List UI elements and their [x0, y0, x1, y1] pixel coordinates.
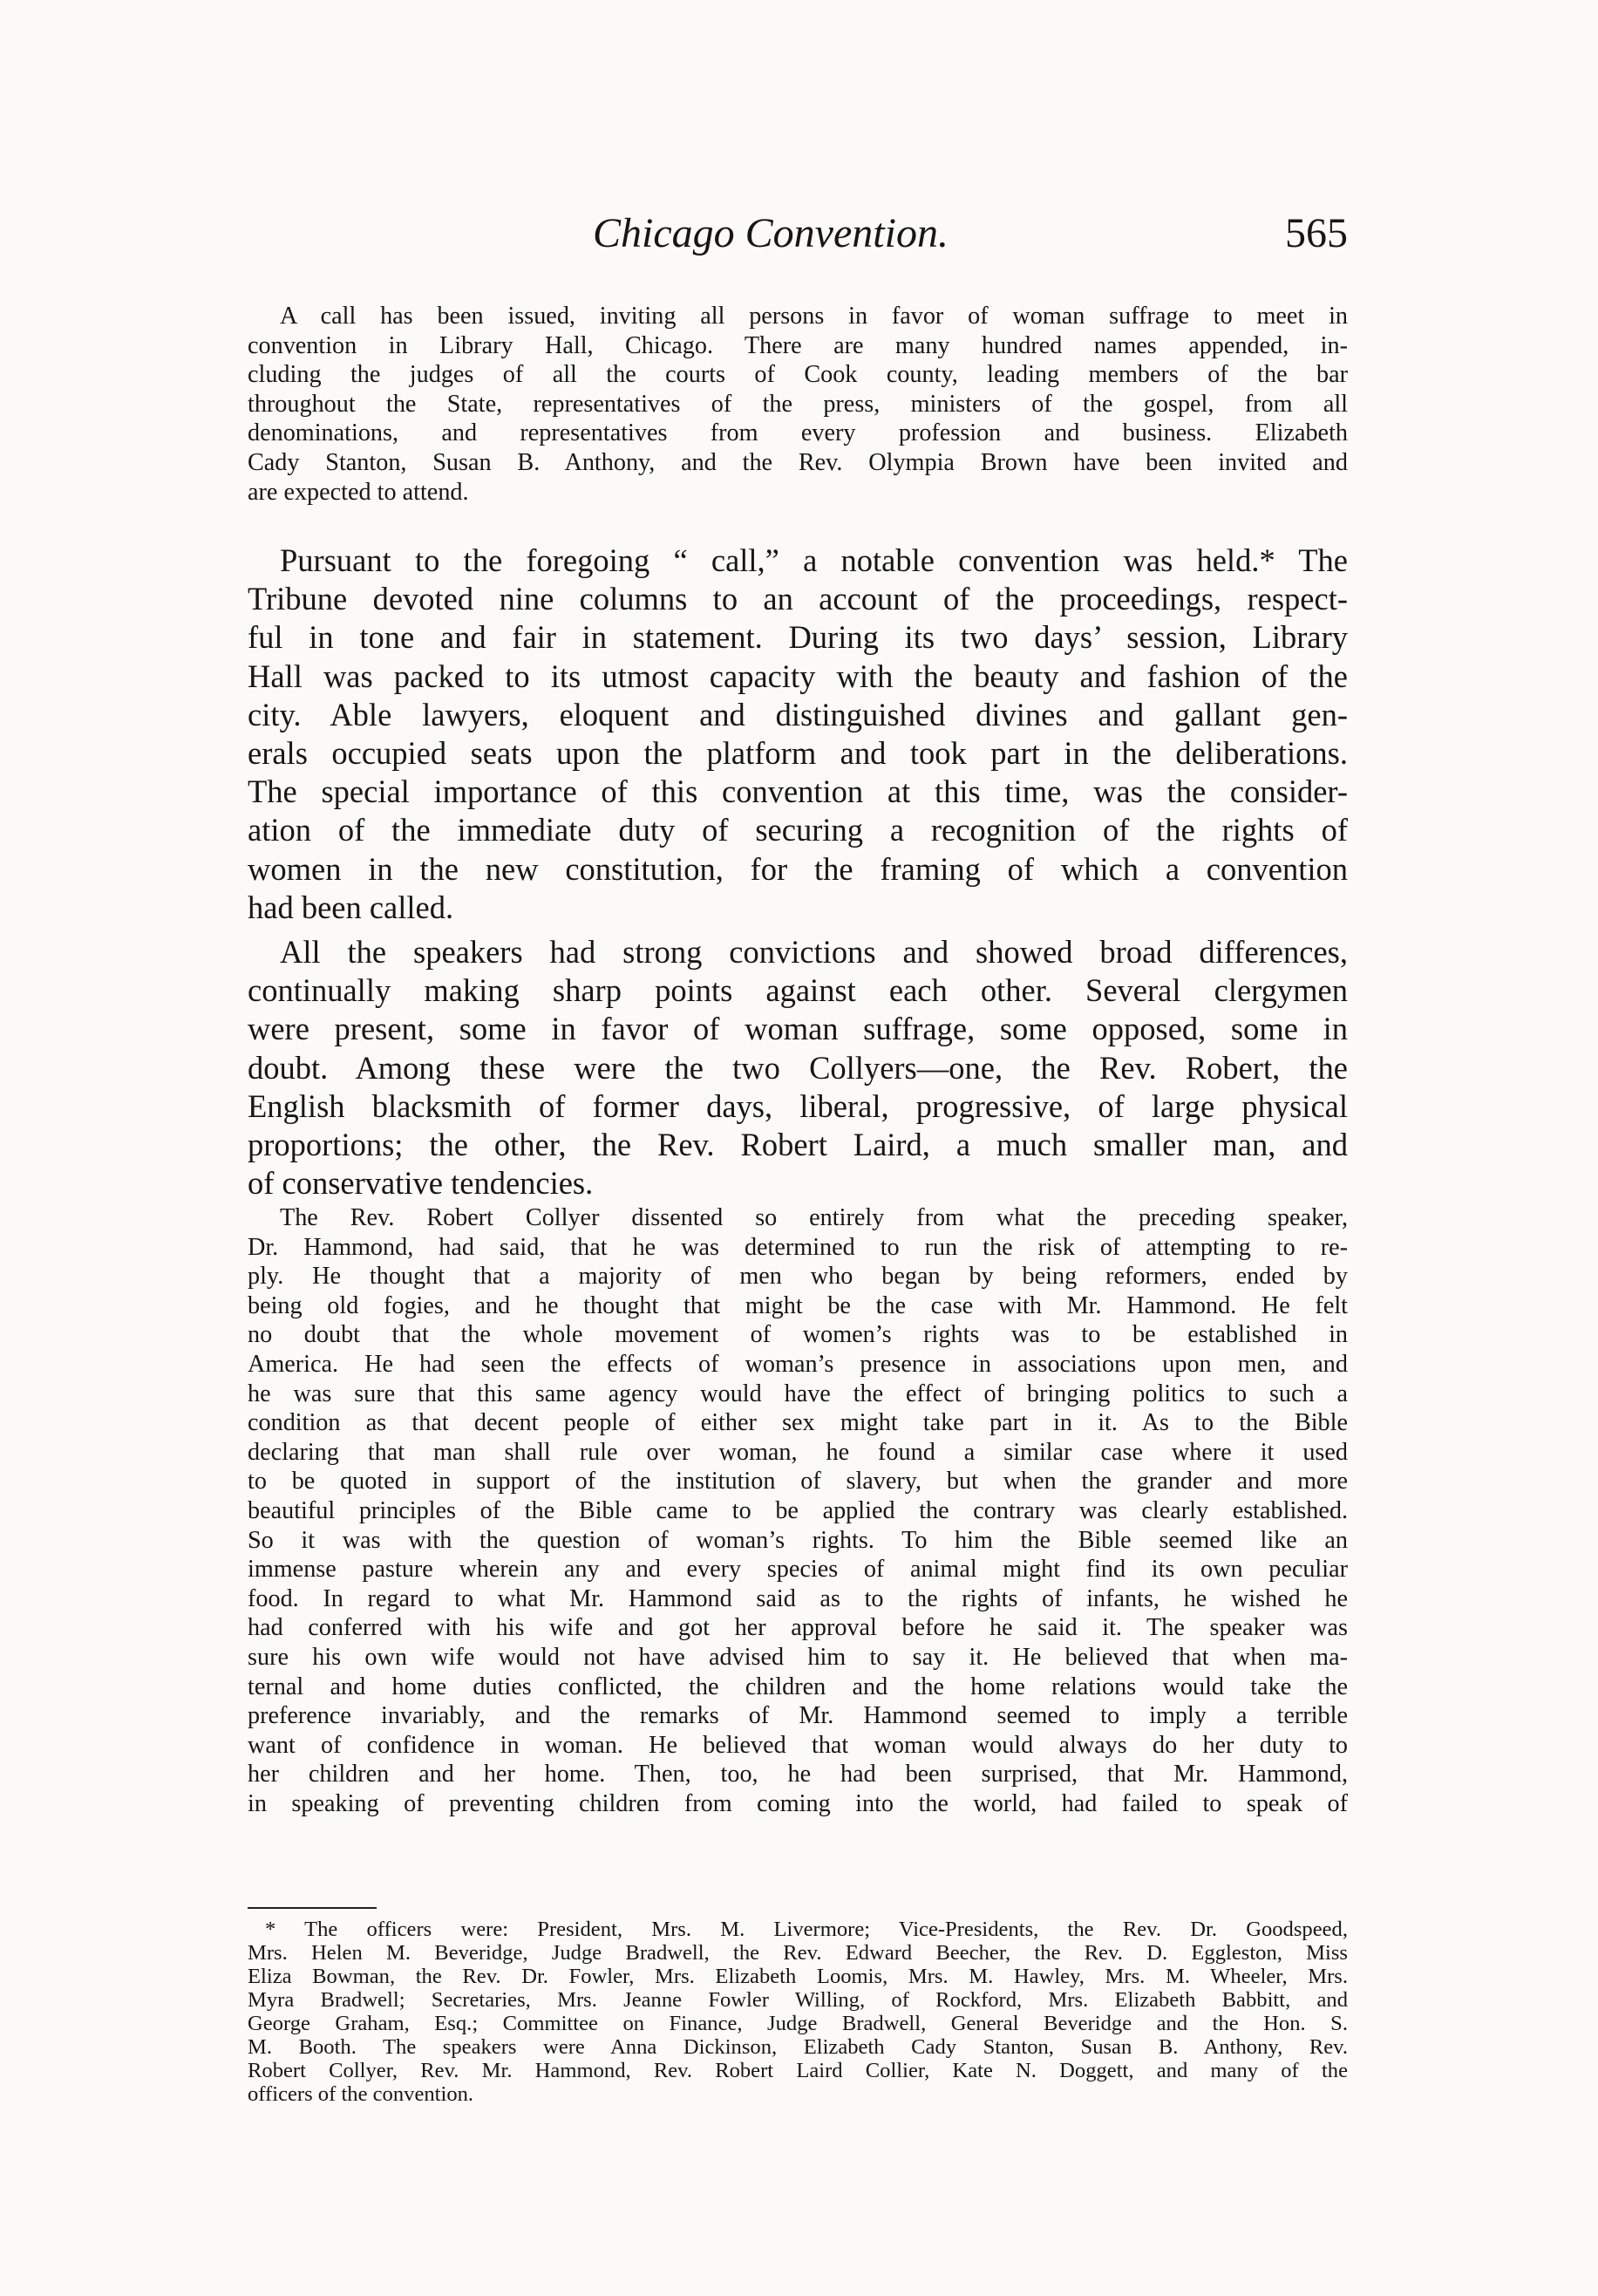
text-line: doubt. Among these were the two Collyers—one, the Rev. Robert, the	[248, 1049, 1348, 1086]
text-line: declaring that man shall rule over woman, he found a similar case where it used	[248, 1438, 1348, 1466]
footnote-line: George Graham, Esq.; Committee on Finance, Judge Bradwell, General Beveridge and the Hon. S.	[248, 2012, 1348, 2035]
footnote	[248, 1918, 1348, 2106]
footnote-line: Robert Collyer, Rev. Mr. Hammond, Rev. Robert Laird Collier, Kate N. Doggett, and many of the	[248, 2059, 1348, 2082]
text-line: being old fogies, and he thought that might be the case with Mr. Hammond. He felt	[248, 1291, 1348, 1319]
text-line: city. Able lawyers, eloquent and distinguished divines and gallant gen-	[248, 696, 1348, 732]
footnote-line: * The officers were: President, Mrs. M. Livermore; Vice-Presidents, the Rev. Dr. Goodspeed,	[265, 1918, 1348, 1941]
text-line: food. In regard to what Mr. Hammond said as to the rights of infants, he wished he	[248, 1584, 1348, 1612]
footnote-line: Myra Bradwell; Secretaries, Mrs. Jeanne Fowler Willing, of Rockford, Mrs. Elizabeth Babbitt, and	[248, 1988, 1348, 2012]
text-line: sure his own wife would not have advised him to say it. He believed that when ma-	[248, 1643, 1348, 1671]
text-line: throughout the State, representatives of the press, ministers of the gospel, from all	[248, 390, 1348, 418]
footnote-line: Mrs. Helen M. Beveridge, Judge Bradwell, the Rev. Edward Beecher, the Rev. D. Eggleston, Miss	[248, 1941, 1348, 1965]
text-line: A call has been issued, inviting all persons in favor of woman suffrage to meet in	[280, 303, 1348, 330]
text-line: erals occupied seats upon the platform and took part in the deliberations.	[248, 735, 1348, 772]
running-title: Chicago Convention.	[593, 210, 949, 256]
footnote-line: officers of the convention.	[248, 2082, 474, 2106]
text-line: want of confidence in woman. He believed that woman would always do her duty to	[248, 1731, 1348, 1759]
text-line: So it was with the question of woman’s rights. To him the Bible seemed like an	[248, 1526, 1348, 1554]
text-line: to be quoted in support of the institution of slavery, but when the grander and more	[248, 1468, 1348, 1495]
text-line: All the speakers had strong convictions and showed broad differences,	[280, 934, 1348, 970]
footnote-divider	[248, 1907, 377, 1909]
text-line: Hall was packed to its utmost capacity with the beauty and fashion of the	[248, 657, 1348, 694]
text-line: Cady Stanton, Susan B. Anthony, and the Rev. Olympia Brown have been invited and	[248, 448, 1348, 476]
footnote-line: M. Booth. The speakers were Anna Dickinson, Elizabeth Cady Stanton, Susan B. Anthony, Rev.	[248, 2035, 1348, 2059]
text-line: continually making sharp points against each other. Several clergymen	[248, 972, 1348, 1009]
text-line: America. He had seen the effects of woman’s presence in associations upon men, and	[248, 1350, 1348, 1378]
text-line: had been called.	[248, 889, 454, 925]
body-paragraph-1	[248, 542, 1348, 927]
text-line: convention in Library Hall, Chicago. There are many hundred names appended, in-	[248, 331, 1348, 359]
text-line: ply. He thought that a majority of men who began by being reformers, ended by	[248, 1263, 1348, 1291]
text-line: of conservative tendencies.	[248, 1165, 594, 1202]
text-line: The special importance of this convention at this time, was the consider-	[248, 773, 1348, 810]
page-number: 565	[1285, 210, 1348, 256]
collyer-speech-block	[248, 1203, 1348, 1818]
text-line: English blacksmith of former days, liberal, progressive, of large physical	[248, 1087, 1348, 1124]
text-line: The Rev. Robert Collyer dissented so entirely from what the preceding speaker,	[280, 1204, 1348, 1231]
footnote-line: Eliza Bowman, the Rev. Dr. Fowler, Mrs. Elizabeth Loomis, Mrs. M. Hawley, Mrs. M. Wheeler, Mrs.	[248, 1965, 1348, 1988]
text-line: cluding the judges of all the courts of Cook county, leading members of the bar	[248, 361, 1348, 389]
text-line: are expected to attend.	[248, 478, 469, 506]
quoted-call-block	[248, 302, 1348, 507]
text-line: were present, some in favor of woman suffrage, some opposed, some in	[248, 1011, 1348, 1047]
text-line: ternal and home duties conflicted, the children and the home relations would take the	[248, 1673, 1348, 1700]
text-line: preference invariably, and the remarks of Mr. Hammond seemed to imply a terrible	[248, 1702, 1348, 1730]
text-line: ation of the immediate duty of securing a recognition of the rights of	[248, 812, 1348, 848]
text-line: immense pasture wherein any and every species of animal might find its own peculiar	[248, 1556, 1348, 1584]
text-line: denominations, and representatives from every profession and business. Elizabeth	[248, 419, 1348, 447]
text-line: had conferred with his wife and got her approval before he said it. The speaker was	[248, 1614, 1348, 1642]
running-head	[248, 208, 1348, 269]
text-line: women in the new constitution, for the framing of which a convention	[248, 850, 1348, 887]
text-line: he was sure that this same agency would have the effect of bringing politics to such a	[248, 1380, 1348, 1407]
text-line: proportions; the other, the Rev. Robert Laird, a much smaller man, and	[248, 1127, 1348, 1163]
text-line: Dr. Hammond, had said, that he was determined to run the risk of attempting to re-	[248, 1233, 1348, 1261]
text-line: in speaking of preventing children from coming into the world, had failed to speak of	[248, 1789, 1348, 1817]
text-line: Tribune devoted nine columns to an account of the proceedings, respect-	[248, 581, 1348, 617]
text-line: ful in tone and fair in statement. During its two days’ session, Library	[248, 619, 1348, 656]
text-line: no doubt that the whole movement of women’s rights was to be established in	[248, 1321, 1348, 1349]
text-line: her children and her home. Then, too, he had been surprised, that Mr. Hammond,	[248, 1761, 1348, 1788]
body-paragraph-2	[248, 933, 1348, 1203]
text-line: Pursuant to the foregoing “ call,” a notable convention was held.* The	[280, 542, 1348, 578]
text-line: beautiful principles of the Bible came to be applied the contrary was clearly established.	[248, 1496, 1348, 1524]
text-line: condition as that decent people of either sex might take part in it. As to the Bible	[248, 1409, 1348, 1437]
